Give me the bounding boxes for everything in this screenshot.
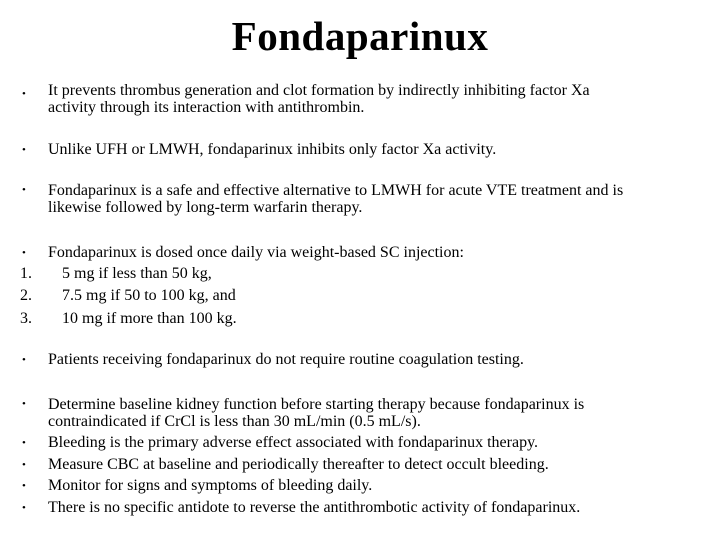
bullet-text [48, 396, 708, 430]
bullet-marker: • [22, 144, 26, 156]
bullet-marker: • [22, 247, 26, 259]
bullet-marker: • [22, 437, 26, 449]
bullet-text [48, 82, 708, 116]
bullet-item-cbc [0, 455, 720, 475]
bullet-text-line: It prevents thrombus generation and clot formation by indirectly inhibiting factor Xa [48, 82, 590, 99]
bullet-text-line: likewise followed by long-term warfarin therapy. [48, 199, 363, 216]
list-text: 5 mg if less than 50 kg, [62, 265, 212, 282]
bullet-text [48, 182, 708, 216]
bullet-text: Measure CBC at baseline and periodically thereafter to detect occult bleeding. [48, 456, 549, 473]
bullet-text-line: Unlike UFH or LMWH, fondaparinux inhibits only factor Xa activity. [48, 141, 497, 158]
list-number: 3. [20, 310, 32, 327]
bullet-marker: • [22, 398, 26, 410]
list-text: 10 mg if more than 100 kg. [62, 310, 237, 327]
bullet-text: There is no specific antidote to reverse the antithrombotic activity of fondaparinux. [48, 499, 581, 516]
bullet-marker: • [22, 184, 26, 196]
numbered-item [0, 286, 720, 306]
bullet-text-line: activity through its interaction with antithrombin. [48, 99, 365, 116]
bullet-marker: • [22, 354, 26, 366]
bullet-marker: • [22, 480, 26, 492]
bullet-text: Bleeding is the primary adverse effect associated with fondaparinux therapy. [48, 434, 539, 451]
bullet-item-antidote [0, 498, 720, 518]
bullet-text-line: Determine baseline kidney function before starting therapy because fondaparinux is [48, 396, 585, 413]
dosing-line [0, 243, 720, 263]
list-text: 7.5 mg if 50 to 100 kg, and [62, 287, 236, 304]
bullet-marker: • [22, 459, 26, 471]
bullet-text-line: Fondaparinux is a safe and effective alternative to LMWH for acute VTE treatment and is [48, 182, 624, 199]
bullet-text-line: Patients receiving fondaparinux do not require routine coagulation testing. [48, 351, 524, 368]
bullet-marker: • [22, 88, 26, 100]
list-number: 1. [20, 265, 32, 282]
numbered-item [0, 264, 720, 284]
bullet-text [48, 351, 708, 368]
numbered-item [0, 309, 720, 329]
bullet-text-line: contraindicated if CrCl is less than 30 mL/min (0.5 mL/s). [48, 413, 421, 430]
bullet-marker: • [22, 502, 26, 514]
bullet-item-monitor [0, 476, 720, 496]
list-number: 2. [20, 287, 32, 304]
bullet-text: Fondaparinux is dosed once daily via weight-based SC injection: [48, 244, 464, 261]
bullet-item-bleeding [0, 433, 720, 453]
slide-title: Fondaparinux [231, 13, 489, 59]
bullet-text: Monitor for signs and symptoms of bleeding daily. [48, 477, 373, 494]
bullet-text [48, 141, 708, 158]
